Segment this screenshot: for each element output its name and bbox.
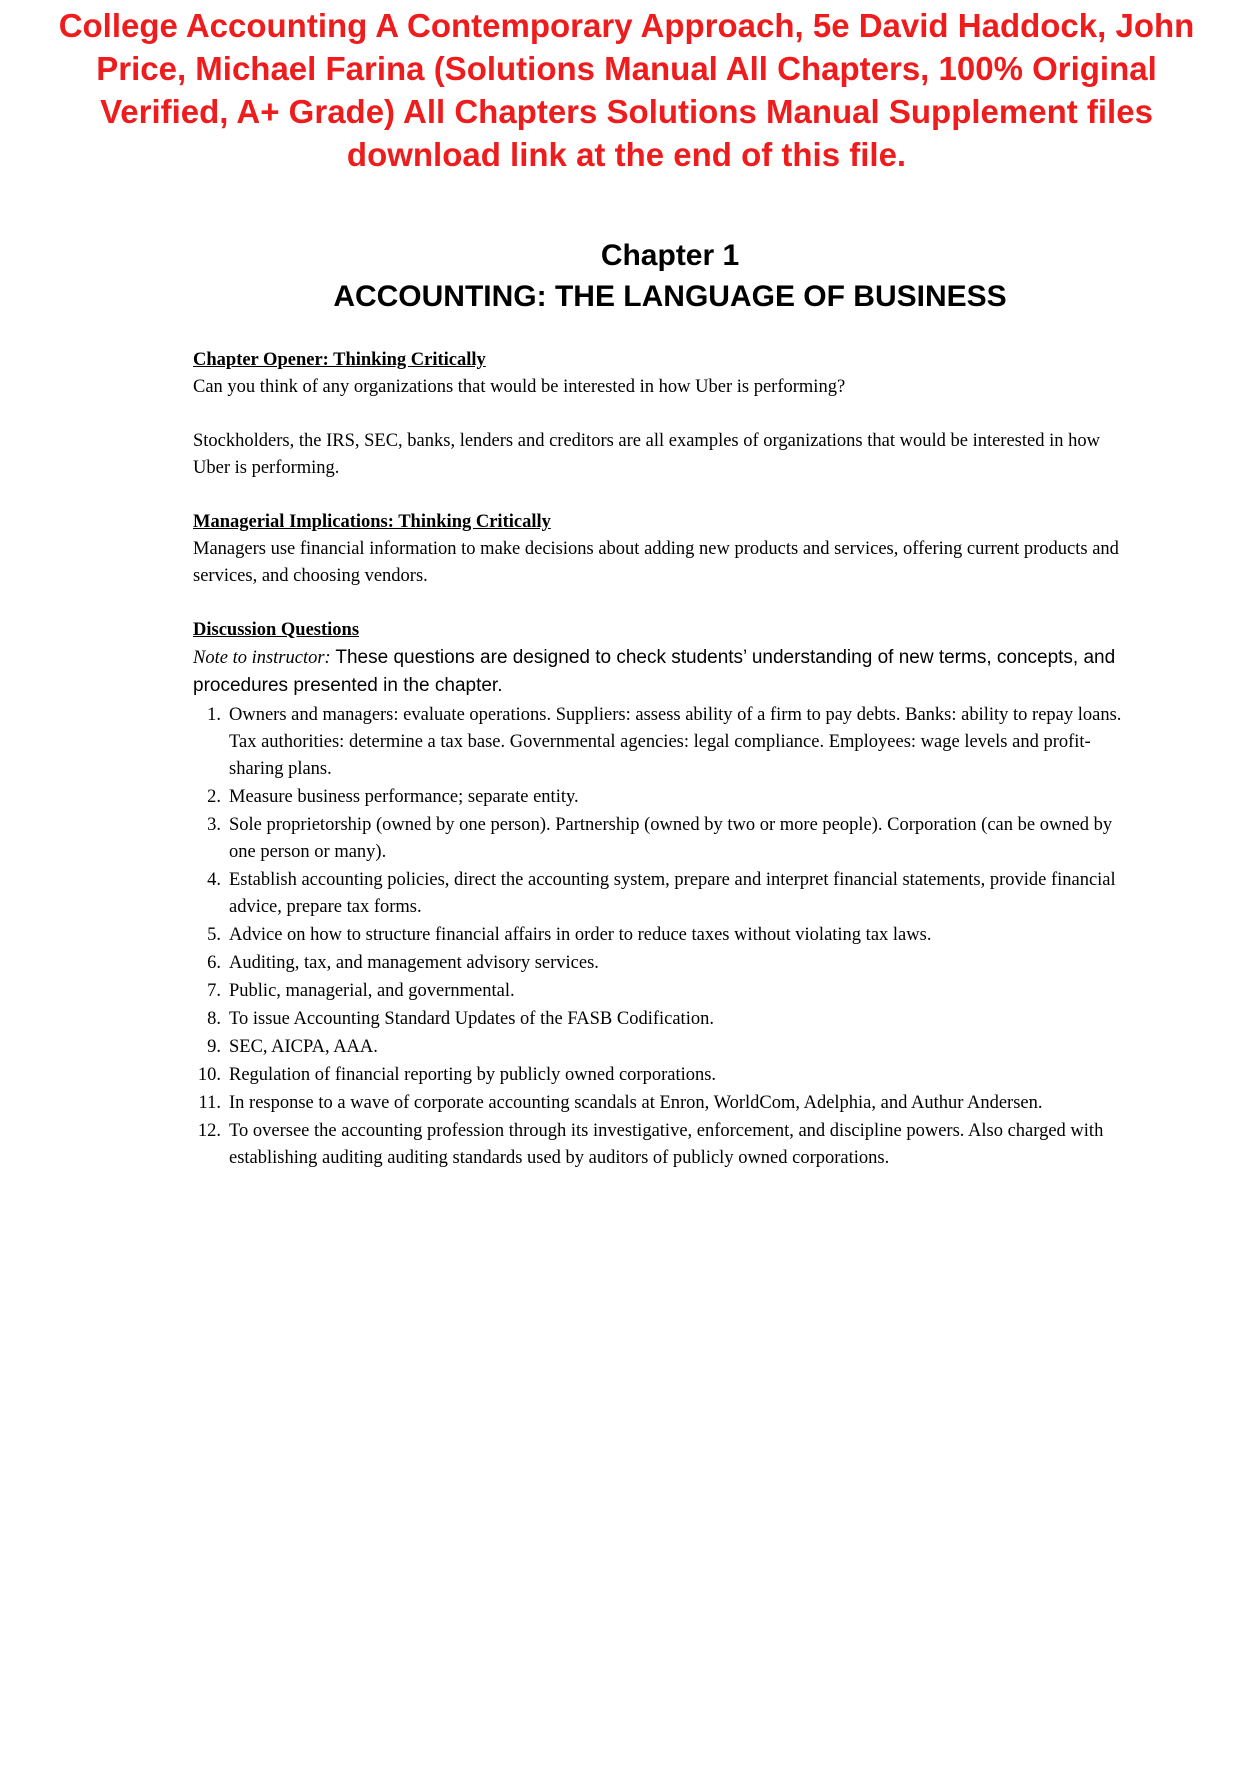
list-item-number: 12. <box>197 1121 221 1141</box>
note-label: Note to instructor: <box>193 648 331 668</box>
list-item-text: To oversee the accounting profession through its investigative, enforcement, and discipline powers. Also charged with establishing auditing auditing standards used by auditors of publicly owned corporations. <box>229 1121 1104 1168</box>
list-item-number: 5. <box>207 925 221 945</box>
list-item-text: To issue Accounting Standard Updates of the FASB Codification. <box>229 1009 714 1029</box>
chapter-number: Chapter 1 <box>600 239 740 272</box>
list-item-number: 8. <box>207 1009 221 1029</box>
list-item-text: Sole proprietorship (owned by one person). Partnership (owned by two or more people). Corporation (can be owned by one person or many). <box>229 815 1113 862</box>
list-item <box>193 1062 1133 1089</box>
instructor-note <box>193 644 1133 700</box>
chapter-title: ACCOUNTING: THE LANGUAGE OF BUSINESS <box>333 280 1007 313</box>
list-item-number: 2. <box>207 787 221 807</box>
list-item-number: 1. <box>207 705 221 725</box>
list-item-text: In response to a wave of corporate accounting scandals at Enron, WorldCom, Adelphia, and Authur Andersen. <box>229 1093 1043 1113</box>
list-item-text: SEC, AICPA, AAA. <box>229 1037 378 1057</box>
list-item-number: 3. <box>207 815 221 835</box>
list-item <box>193 1090 1133 1117</box>
opener-question: Can you think of any organizations that would be interested in how Uber is performing? <box>193 377 846 397</box>
managerial-heading: Managerial Implications: Thinking Critically <box>193 512 551 532</box>
list-item-number: 10. <box>197 1065 221 1085</box>
list-item-number: 11. <box>198 1093 221 1113</box>
list-item <box>193 702 1133 783</box>
list-item <box>193 978 1133 1005</box>
opener-answer: Stockholders, the IRS, SEC, banks, lenders and creditors are all examples of organizations that would be interested in how Uber is performing. <box>193 431 1100 478</box>
managerial-text: Managers use financial information to make decisions about adding new products and services, offering current products and services, and choosing vendors. <box>193 539 1119 586</box>
list-item <box>193 1006 1133 1033</box>
list-item-number: 9. <box>207 1037 221 1057</box>
banner-title: College Accounting A Contemporary Approach, 5e David Haddock, John Price, Michael Farina (Solutions Manual All Chapters, 100% Original Verified, A+ Grade) All Chapters Solutions Manual Supplement files download link at the end of this file. <box>58 7 1195 173</box>
list-item-text: Regulation of financial reporting by publicly owned corporations. <box>229 1065 717 1085</box>
list-item <box>193 867 1133 921</box>
list-item <box>193 1118 1133 1172</box>
list-item-text: Measure business performance; separate entity. <box>229 787 579 807</box>
list-item-number: 7. <box>207 981 221 1001</box>
list-item <box>193 812 1133 866</box>
list-item <box>193 1034 1133 1061</box>
document-body <box>193 347 1133 1173</box>
list-item-text: Public, managerial, and governmental. <box>229 981 515 1001</box>
list-item <box>193 784 1133 811</box>
list-item <box>193 922 1133 949</box>
list-item <box>193 950 1133 977</box>
list-item-text: Owners and managers: evaluate operations. Suppliers: assess ability of a firm to pay debts. Banks: ability to repay loans. Tax authorities: determine a tax base. Governmental agencies: legal compliance. Employees: wage levels and profit-sharing plans. <box>229 705 1122 779</box>
opener-heading: Chapter Opener: Thinking Critically <box>193 350 486 370</box>
list-item-number: 6. <box>207 953 221 973</box>
list-item-text: Advice on how to structure financial affairs in order to reduce taxes without violating tax laws. <box>229 925 932 945</box>
list-item-text: Establish accounting policies, direct the accounting system, prepare and interpret financial statements, provide financial advice, prepare tax forms. <box>229 870 1116 917</box>
discussion-heading: Discussion Questions <box>193 620 360 640</box>
discussion-list <box>193 702 1133 1172</box>
note-text: These questions are designed to check students’ understanding of new terms, concepts, and procedures presented in the chapter. <box>193 647 1116 696</box>
list-item-text: Auditing, tax, and management advisory services. <box>229 953 599 973</box>
list-item-number: 4. <box>207 870 221 890</box>
